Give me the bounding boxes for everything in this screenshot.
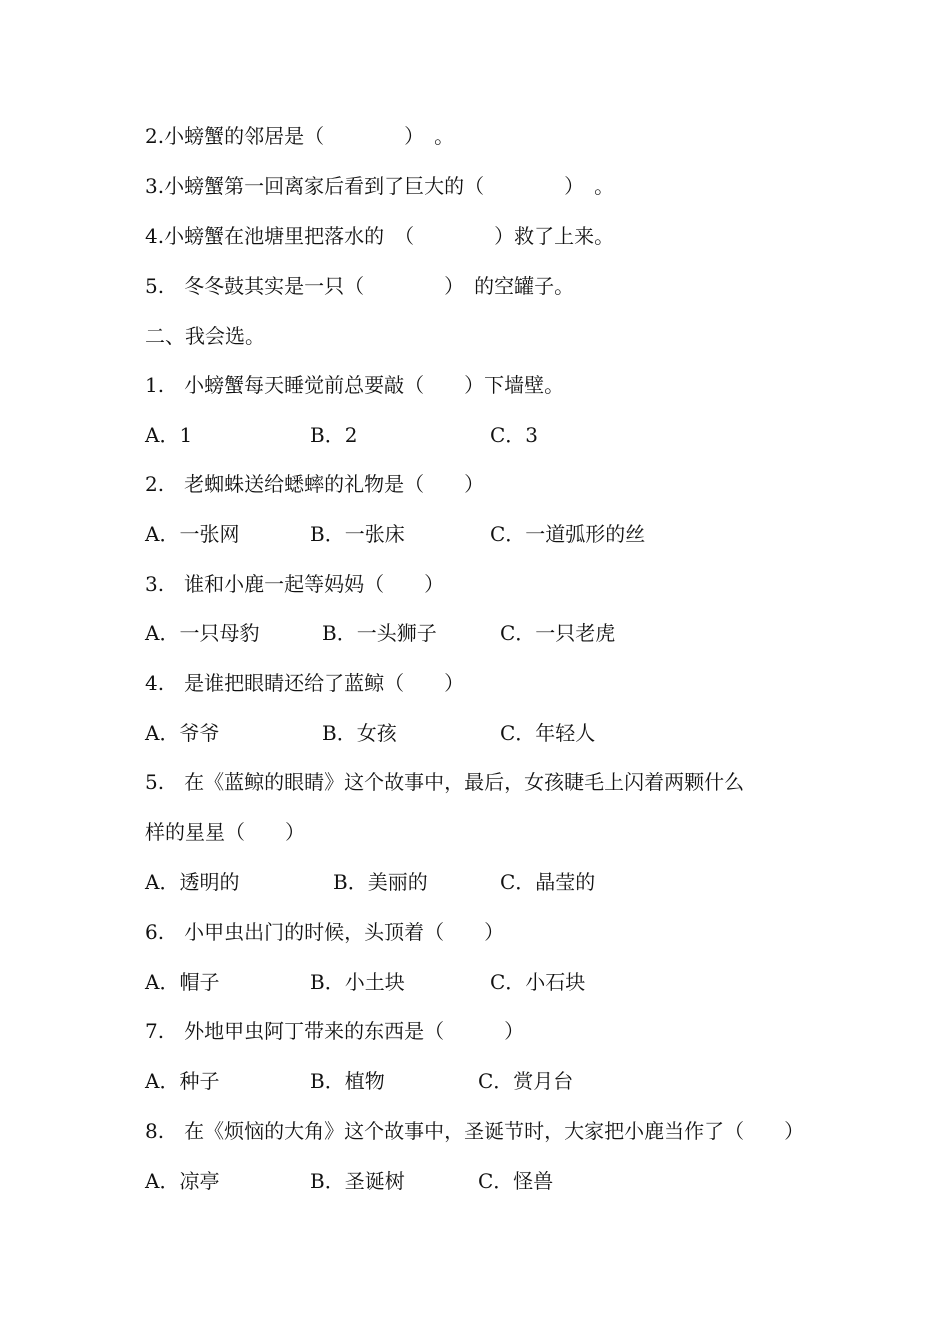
choice-4-option-a: A．爷爷: [145, 721, 220, 745]
choice-7-option-b: B．植物: [310, 1069, 385, 1093]
fill-question-2: 2.小螃蟹的邻居是（ ） 。: [145, 124, 455, 148]
choice-question-8: 8. 在《烦恼的大角》这个故事中，圣诞节时，大家把小鹿当作了（ ）: [145, 1119, 805, 1143]
choice-question-3: 3. 谁和小鹿一起等妈妈（ ）: [145, 572, 445, 596]
choice-6-option-b: B．小土块: [310, 970, 405, 994]
choice-1-option-c: C．3: [490, 423, 539, 447]
choice-1-option-a: A．1: [145, 423, 193, 447]
choice-6-option-a: A．帽子: [145, 970, 220, 994]
fill-question-5: 5. 冬冬鼓其实是一只（ ） 的空罐子。: [145, 274, 575, 298]
choice-5-option-a: A．透明的: [145, 870, 240, 894]
choice-5-option-c: C．晶莹的: [500, 870, 596, 894]
choice-3-option-a: A．一只母豹: [145, 621, 260, 645]
choice-4-option-b: B．女孩: [322, 721, 397, 745]
fill-question-3: 3.小螃蟹第一回离家后看到了巨大的（ ） 。: [145, 174, 615, 198]
choice-question-7: 7. 外地甲虫阿丁带来的东西是（ ）: [145, 1019, 525, 1043]
choice-5-option-b: B．美丽的: [333, 870, 428, 894]
choice-8-option-a: A．凉亭: [145, 1169, 220, 1193]
choice-7-option-a: A．种子: [145, 1069, 220, 1093]
choice-1-option-b: B．2: [310, 423, 358, 447]
choice-3-option-b: B．一头狮子: [322, 621, 437, 645]
choice-2-option-b: B．一张床: [310, 522, 405, 546]
choice-question-5-continued: 样的星星（ ）: [145, 820, 305, 844]
choice-2-option-c: C．一道弧形的丝: [490, 522, 646, 546]
choice-question-2: 2. 老蜘蛛送给蟋蟀的礼物是（ ）: [145, 472, 485, 496]
choice-question-1: 1. 小螃蟹每天睡觉前总要敲（ ）下墙壁。: [145, 373, 565, 397]
choice-2-option-a: A．一张网: [145, 522, 240, 546]
section-title-choose: 二、我会选。: [145, 324, 265, 348]
fill-question-4: 4.小螃蟹在池塘里把落水的 （ ）救了上来。: [145, 224, 615, 248]
choice-6-option-c: C．小石块: [490, 970, 586, 994]
choice-4-option-c: C．年轻人: [500, 721, 596, 745]
choice-7-option-c: C．赏月台: [478, 1069, 574, 1093]
choice-question-5: 5. 在《蓝鲸的眼睛》这个故事中，最后，女孩睫毛上闪着两颗什么: [145, 770, 745, 794]
choice-question-4: 4. 是谁把眼睛还给了蓝鲸（ ）: [145, 671, 465, 695]
choice-8-option-b: B．圣诞树: [310, 1169, 405, 1193]
choice-question-6: 6. 小甲虫出门的时候，头顶着（ ）: [145, 920, 505, 944]
choice-3-option-c: C．一只老虎: [500, 621, 616, 645]
choice-8-option-c: C．怪兽: [478, 1169, 554, 1193]
